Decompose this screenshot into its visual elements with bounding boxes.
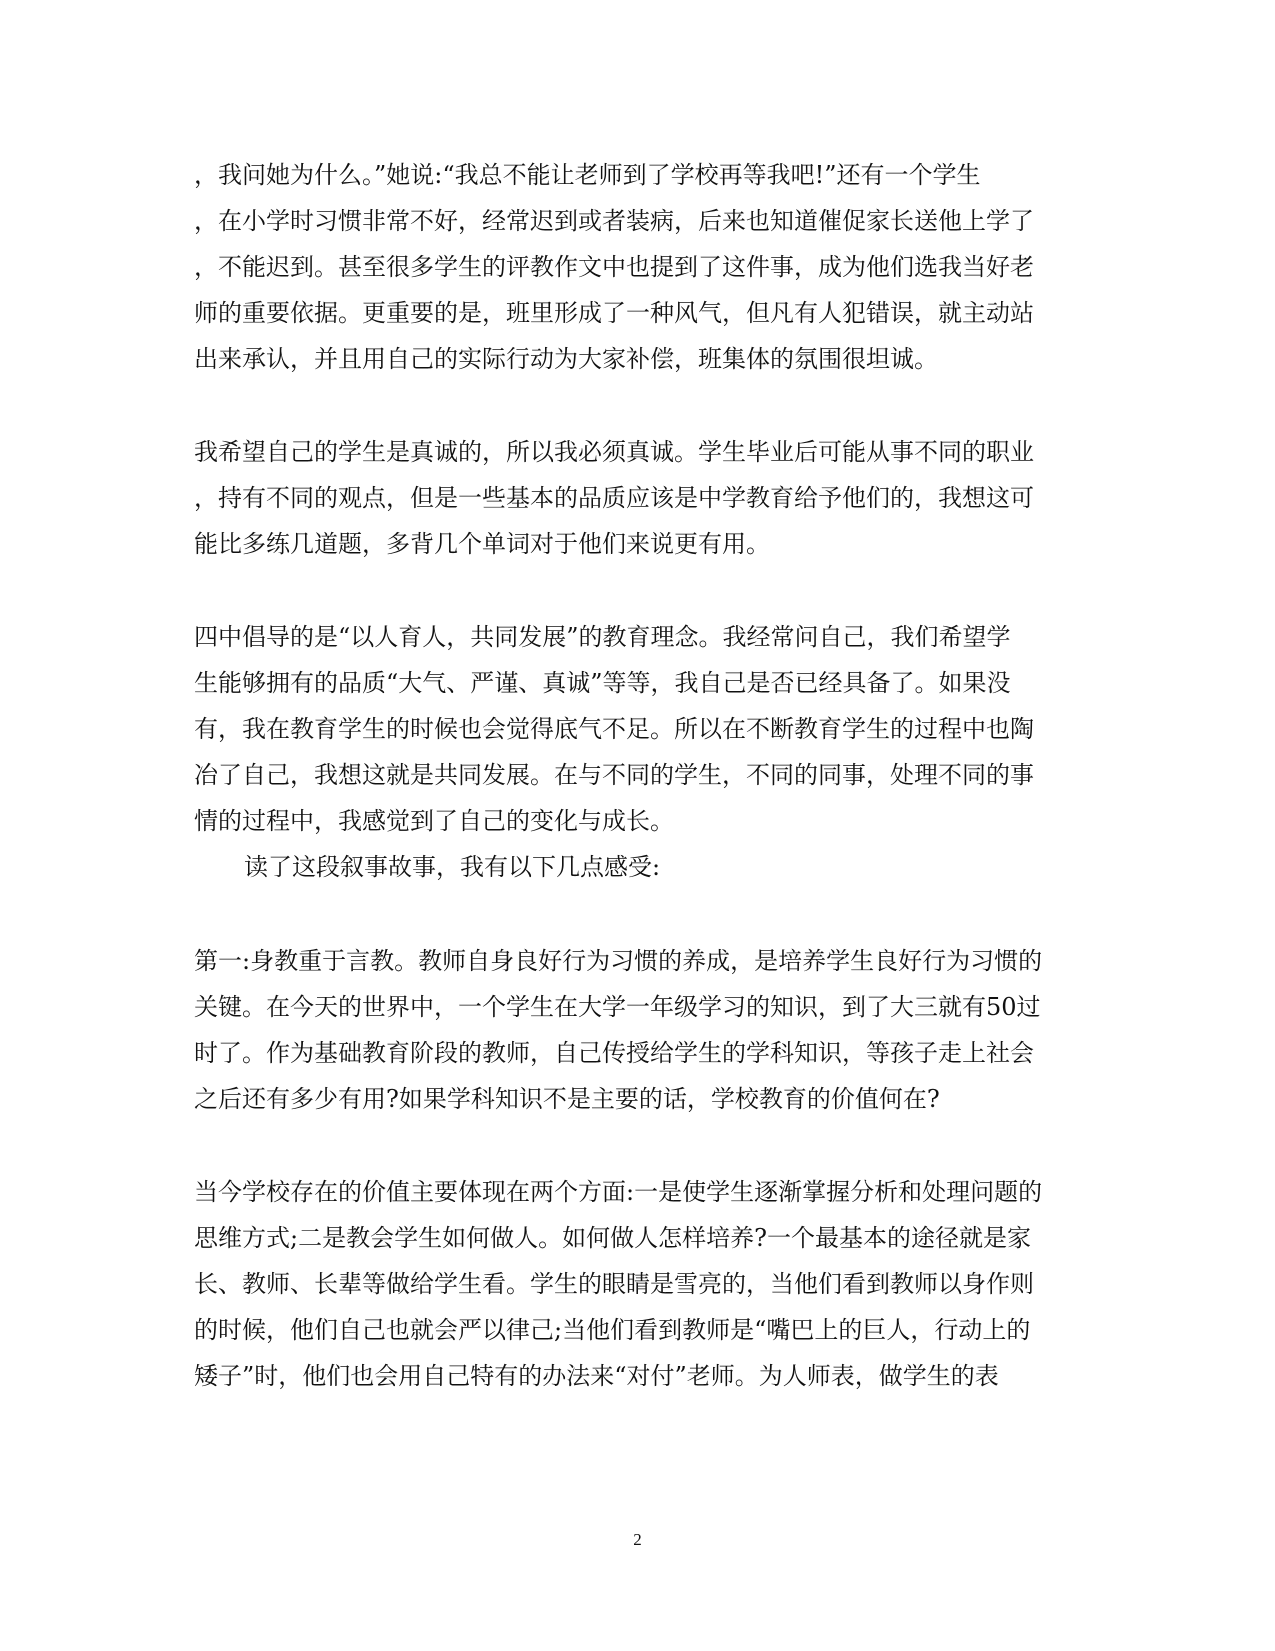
text-line: 思维方式;二是教会学生如何做人。如何做人怎样培养?一个最基本的途径就是家 (194, 1224, 1031, 1252)
text-line: 情的过程中，我感觉到了自己的变化与成长。 (194, 807, 674, 835)
text-line: 我希望自己的学生是真诚的，所以我必须真诚。学生毕业后可能从事不同的职业 (194, 438, 1034, 466)
text-line: 长、教师、长辈等做给学生看。学生的眼睛是雪亮的，当他们看到教师以身作则 (194, 1270, 1034, 1298)
text-line: ，持有不同的观点，但是一些基本的品质应该是中学教育给予他们的，我想这可 (194, 484, 1034, 512)
text-line: 关键。在今天的世界中，一个学生在大学一年级学习的知识，到了大三就有50过 (194, 993, 1041, 1021)
text-line: 矮子”时，他们也会用自己特有的办法来“对付”老师。为人师表，做学生的表 (194, 1362, 999, 1390)
text-line: 之后还有多少有用?如果学科知识不是主要的话，学校教育的价值何在? (194, 1085, 940, 1113)
text-line: 有，我在教育学生的时候也会觉得底气不足。所以在不断教育学生的过程中也陶 (194, 715, 1034, 743)
text-line: 第一:身教重于言教。教师自身良好行为习惯的养成，是培养学生良好行为习惯的 (194, 947, 1043, 975)
text-line: ，不能迟到。甚至很多学生的评教作文中也提到了这件事，成为他们选我当好老 (194, 253, 1034, 281)
text-line: 冶了自己，我想这就是共同发展。在与不同的学生，不同的同事，处理不同的事 (194, 761, 1034, 789)
text-line: ，在小学时习惯非常不好，经常迟到或者装病，后来也知道催促家长送他上学了 (194, 207, 1034, 235)
text-line: 读了这段叙事故事，我有以下几点感受: (244, 853, 661, 881)
text-line: 出来承认，并且用自己的实际行动为大家补偿，班集体的氛围很坦诚。 (194, 345, 938, 373)
text-line: ，我问她为什么。”她说:“我总不能让老师到了学校再等我吧!”还有一个学生 (194, 161, 981, 189)
text-line: 生能够拥有的品质“大气、严谨、真诚”等等，我自己是否已经具备了。如果没 (194, 669, 1011, 697)
text-line: 当今学校存在的价值主要体现在两个方面:一是使学生逐渐掌握分析和处理问题的 (194, 1178, 1043, 1206)
page-number: 2 (633, 1530, 642, 1549)
text-line: 四中倡导的是“以人育人，共同发展”的教育理念。我经常问自己，我们希望学 (194, 623, 1011, 651)
text-line: 能比多练几道题，多背几个单词对于他们来说更有用。 (194, 530, 770, 558)
text-line: 时了。作为基础教育阶段的教师，自己传授给学生的学科知识，等孩子走上社会 (194, 1039, 1034, 1067)
text-line: 师的重要依据。更重要的是，班里形成了一种风气，但凡有人犯错误，就主动站 (194, 299, 1034, 327)
text-line: 的时候，他们自己也就会严以律己;当他们看到教师是“嘴巴上的巨人，行动上的 (194, 1316, 1031, 1344)
